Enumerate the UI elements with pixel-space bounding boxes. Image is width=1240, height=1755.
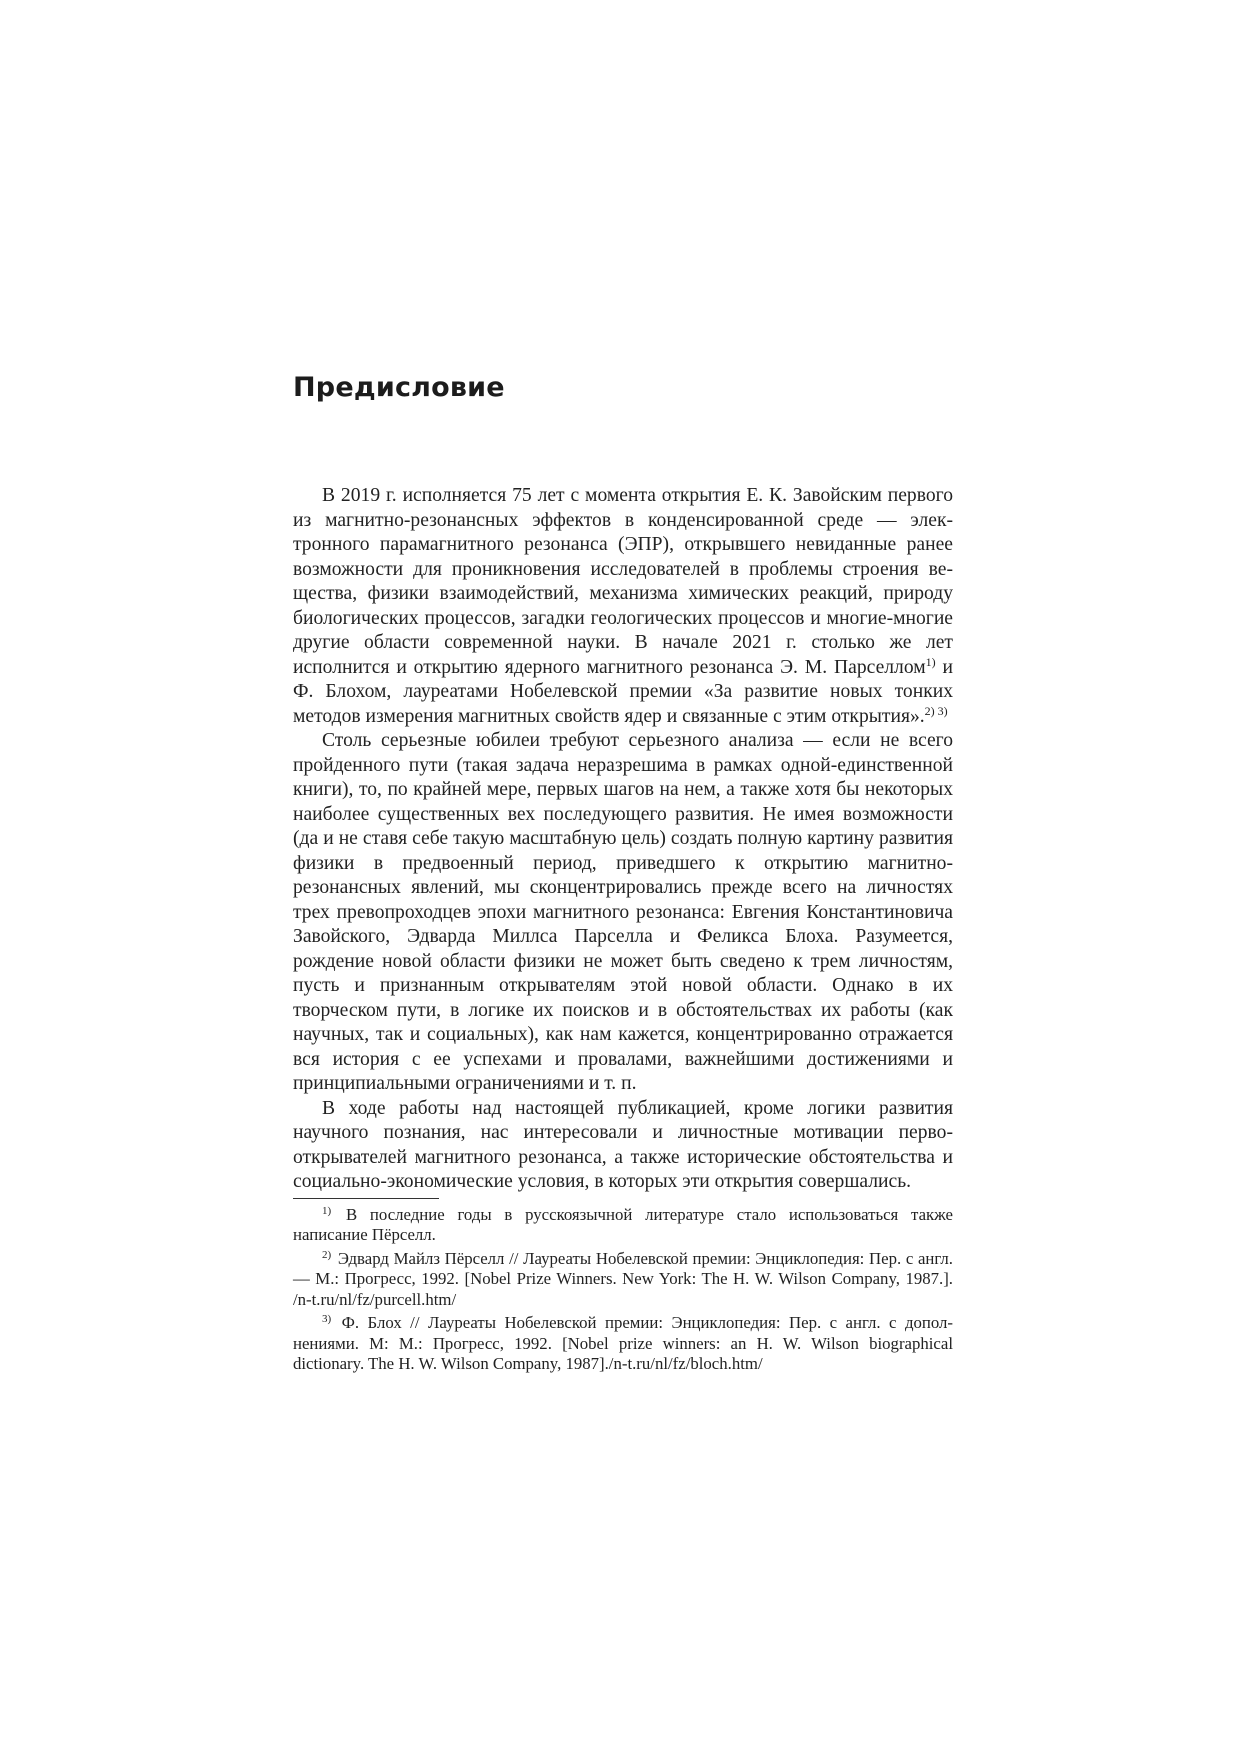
paragraph-text: В ходе работы над настоящей публикацией, кроме логики развития научного познания, нас интересовали и личностные мотивации первооткрывателей магнитного резонанса, а также исторические обстоятельства и социально-экономические условия, в которых эти открытия совершались. (293, 1097, 953, 1192)
footnote-reference[interactable]: 1) (925, 654, 936, 669)
paragraph-text: и Ф. Блохом, лауреатами Нобелевской премии «За развитие новых тонких методов измерения магнитных свойств ядер и связанные с этим открытия». (293, 656, 954, 727)
paragraph-2 (293, 729, 953, 1097)
footnote-2 (293, 1249, 953, 1311)
footnote-1 (293, 1205, 953, 1246)
paragraph-1 (293, 484, 953, 729)
footnote-text: В последние годы в русскоязычной литературе стало использоваться также написание Пёрселл. (293, 1204, 954, 1244)
paragraph-3 (293, 1097, 953, 1195)
footnote-reference[interactable]: 2) 3) (924, 703, 948, 718)
paragraph-text: Столь серьезные юбилеи требуют серьезного анализа — если не всего пройденного пути (такая задача неразрешима в рамках одной-единственной книги), то, по крайней мере, первых шагов на нем, а также хотя бы некоторых наиболее существенных вех последующего развития. Не имея возможности (да и не ставя себе такую масштабную цель) создать полную картину развития физики в предвоенный период, приведшего к открытию магнитно-резонансных явлений, мы сконцентрировались прежде всего на личностях трех превопроходцев эпохи магнитного резонанса: Евгения Константиновича Завойского, Эдварда Миллса Парселла и Феликса Блоха. Разумеется, рождение новой области физики не может быть сведено к трем личностям, пусть и признанным открывателям этой новой области. Однако в их творческом пути, в логике их поисков и в обстоятельствах их работы (как научных, так и социальных), как нам кажется, концентрированно отражается вся история с ее успехами и провалами, важнейшими достижениями и принципиальными ограничениями и т. п. (293, 730, 953, 1094)
footnote-text: Эдвард Майлз Пёрселл // Лауреаты Нобелевской премии: Энциклопедия: Пер. с англ. — М.: Прогресс, 1992. [Nobel Prize Winners. New York: The H. W. Wilson Company, 1987.]. /n-t.ru/nl/fz/purcell.htm/ (293, 1248, 953, 1309)
footnote-text: Ф. Блох // Лауреаты Нобелевской премии: Энциклопедия: Пер. с англ. с дополнениями. М: М.: Прогресс, 1992. [Nobel prize winners: an H. W. Wilson biographical dictionary. The H. W. Wilson Company, 1987]./n-t.ru/nl/fz/bloch.htm/ (293, 1313, 953, 1373)
footnote-mark: 2) (322, 1248, 332, 1261)
footnote-mark: 3) (322, 1313, 332, 1325)
footnote-separator (293, 1198, 439, 1199)
chapter-title: Предисловие (293, 372, 505, 403)
footnote-mark: 1) (322, 1204, 332, 1217)
paragraph-text: В 2019 г. исполняется 75 лет с момента открытия Е. К. Завойским первого из магнитно-резонансных эффектов в конденсированной среде — электронного парамагнитного резонанса (ЭПР), открывшего невиданные ранее возможности для проникновения исследователей в проблемы строения вещества, физики взаимодействий, механизма химических реакций, природу биологических процессов, загадки геологических процессов и многие-многие другие области современной науки. В начале 2021 г. столько же лет исполнится и открытию ядерного магнитного резонанса Э. М. Парселлом (293, 485, 953, 678)
preface-body (293, 484, 953, 1378)
footnote-3 (293, 1313, 953, 1375)
